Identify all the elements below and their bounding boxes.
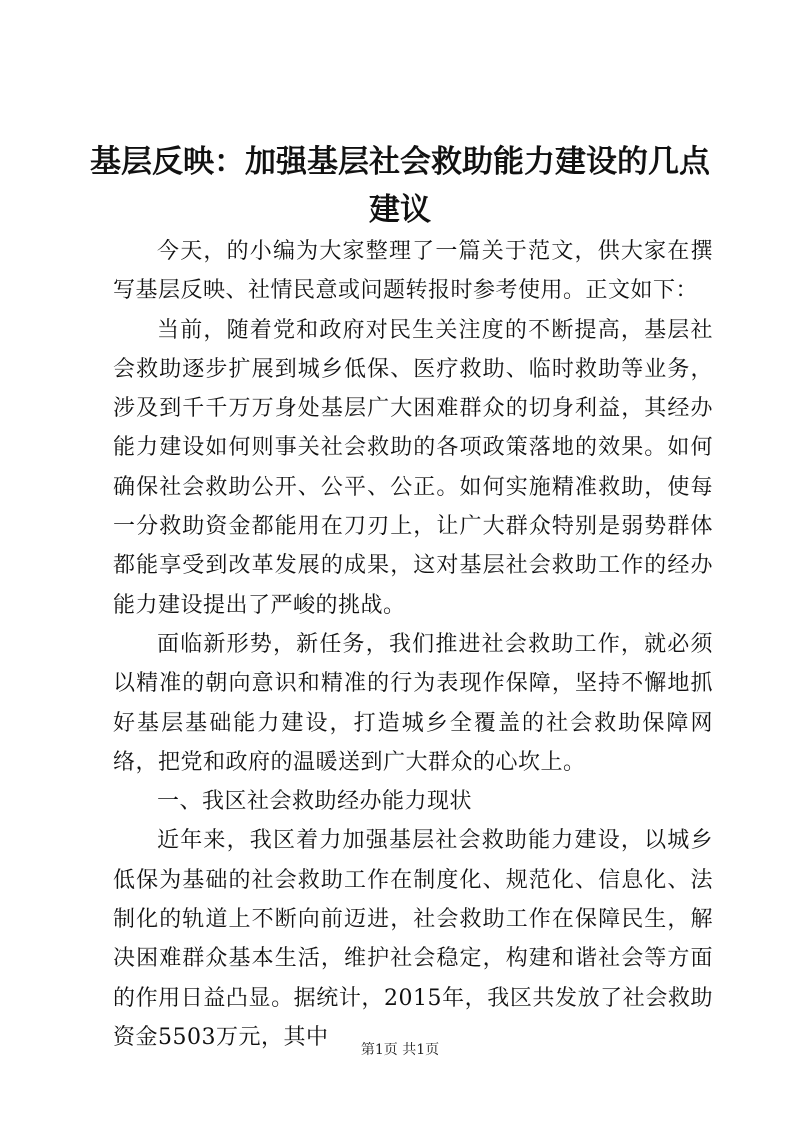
- paragraph-recent-years: 近年来，我区着力加强基层社会救助能力建设，以城乡低保为基础的社会救助工作在制度化、规范化、信息化、法制化的轨道上不断向前迈进，社会救助工作在保障民生，解决困难群众基本生活，维护社会稳定，构建和谐社会等方面的作用日益凸显。据统计，2015年，我区共发放了社会救助资金5503万元，其中: [113, 828, 713, 1050]
- section-heading-current-status: 一、我区社会救助经办能力现状: [157, 789, 473, 815]
- paragraph-new-situation: 面临新形势，新任务，我们推进社会救助工作，就必须以精准的朝向意识和精准的行为表现作保障，坚持不懈地抓好基层基础能力建设，打造城乡全覆盖的社会救助保障网络，把党和政府的温暖送到广大群众的心坎上。: [113, 631, 713, 775]
- paragraph-intro: 今天，的小编为大家整理了一篇关于范文，供大家在撰写基层反映、社情民意或问题转报时参考使用。正文如下：: [113, 239, 713, 304]
- document-title: 基层反映：加强基层社会救助能力建设的几点建议: [90, 144, 710, 228]
- document-body: [113, 232, 713, 1057]
- paragraph-background: 当前，随着党和政府对民生关注度的不断提高，基层社会救助逐步扩展到城乡低保、医疗救助、临时救助等业务，涉及到千千万万身处基层广大困难群众的切身利益，其经办能力建设如何则事关社会救助的各项政策落地的效果。如何确保社会救助公开、公平、公正。如何实施精准救助，使每一分救助资金都能用在刀刃上，让广大群众特别是弱势群体都能享受到改革发展的成果，这对基层社会救助工作的经办能力建设提出了严峻的挑战。: [113, 317, 713, 618]
- page-footer: 第1页 共1页: [360, 1042, 440, 1058]
